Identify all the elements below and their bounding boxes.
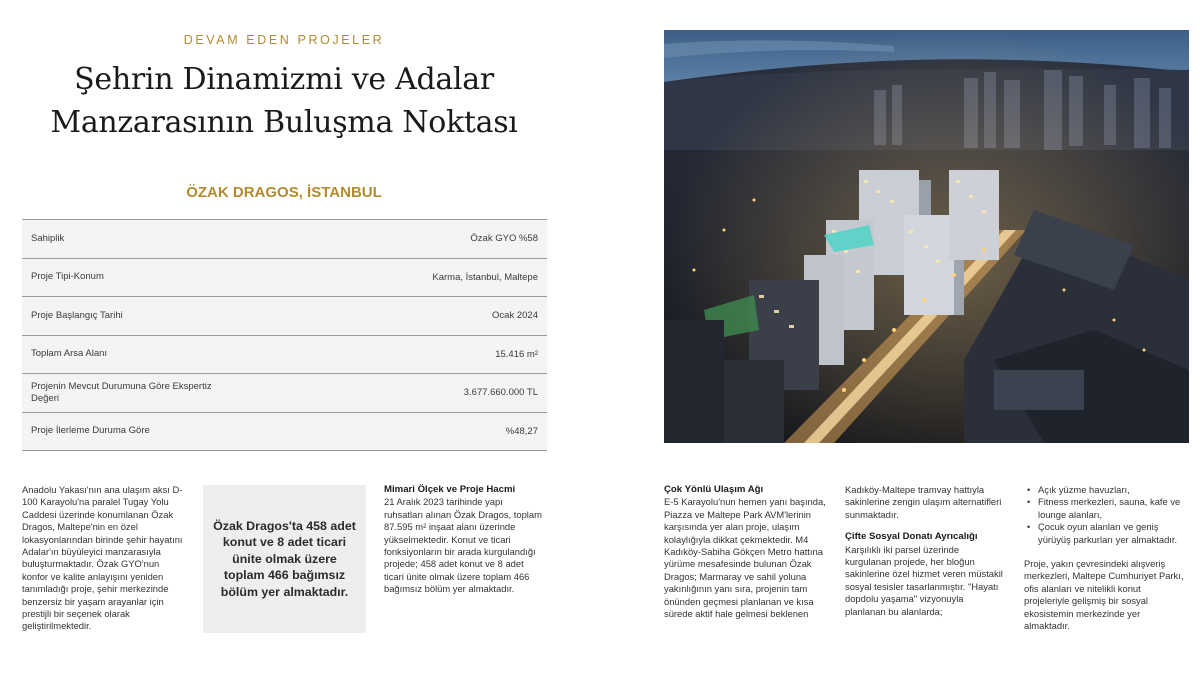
row-label: Sahiplik bbox=[31, 232, 65, 244]
row-label: Toplam Arsa Alanı bbox=[31, 348, 108, 360]
table-row bbox=[22, 220, 547, 259]
night-city-aerial-photo bbox=[664, 30, 1189, 443]
social-section bbox=[845, 484, 1005, 618]
row-label: Projenin Mevcut Durumuna Göre Ekspertiz Değeri bbox=[31, 380, 212, 404]
row-label: Proje Tipi-Konum bbox=[31, 271, 104, 283]
title-line-1: Şehrin Dinamizmi ve Adalar bbox=[74, 62, 494, 97]
table-row bbox=[22, 297, 547, 336]
page-title bbox=[0, 58, 568, 144]
social-heading: Çifte Sosyal Donatı Ayrıcalığı bbox=[845, 531, 978, 543]
project-info-table bbox=[22, 219, 547, 451]
section-kicker: DEVAM EDEN PROJELER bbox=[183, 33, 385, 47]
table-row bbox=[22, 336, 547, 375]
list-item: • Fitness merkezleri, sauna, kafe ve lounge alanları, bbox=[1024, 496, 1184, 521]
row-value: 15.416 m² bbox=[495, 348, 538, 360]
title-line-2: Manzarasının Buluşma Noktası bbox=[50, 105, 518, 140]
social-text: Karşılıklı iki parsel üzerinde kurgulanan projede, her bloğun sakinlerine özel hizmet veren müstakil sosyal tesisler tasarlanmıştır. "Hayatı dopdolu yaşama" vizyonuyla planlanan bu alanlarda; bbox=[845, 543, 1003, 617]
row-value: Karma, İstanbul, Maltepe bbox=[432, 271, 538, 283]
tram-text: Kadıköy-Maltepe tramvay hattıyla sakinlerine zengin ulaşım alternatifleri sunmaktadır. bbox=[845, 484, 1002, 520]
intro-text: Anadolu Yakası'nın ana ulaşım aksı D-100 Karayolu'na paralel Tugay Yolu Caddesi üzerinde konumlanan Özak Dragos, Maltepe'nin en özel lokasyonlarından birinde şehir hayatını Adalar'ın büyüleyici manzarasıyla buluşturmaktadır. Özak GYO'nun konfor ve kalite anlayışını yeniden tanımladığı proje, şehir merkezinde benzersiz bir yaşam arayanlar için prestijli bir seçenek olarak geliştirilmektedir. bbox=[22, 484, 183, 632]
row-label: Proje Başlangıç Tarihi bbox=[31, 309, 123, 321]
highlight-callout bbox=[203, 485, 366, 633]
architecture-section bbox=[384, 484, 544, 596]
row-label: Proje İlerleme Duruma Göre bbox=[31, 425, 150, 437]
transport-heading: Çok Yönlü Ulaşım Ağı bbox=[664, 484, 764, 495]
transport-section bbox=[664, 484, 829, 620]
transport-text: E-5 Karayolu'nun hemen yanı başında, Piazza ve Maltepe Park AVM'lerinin karşısında yer alan proje, ulaşım kolaylığıyla dikkat çekmektedir. M4 Kadıköy-Sabiha Gökçen Metro hattına yürüme mesafesinde bulunan Özak Dragos; Marmaray ve sahil yoluna yakınlığının yanı sıra, projenin tam önünden geçmesi planlanan ve kısa sürede aktif hale gelmesi beklenen bbox=[664, 496, 826, 620]
list-item: • Çocuk oyun alanları ve geniş yürüyüş parkurları yer almaktadır. bbox=[1024, 521, 1184, 546]
row-value: %48,27 bbox=[505, 425, 538, 437]
architecture-heading: Mimari Ölçek ve Proje Hacmi bbox=[384, 484, 516, 495]
row-value: Özak GYO %58 bbox=[470, 233, 538, 245]
ecosystem-text: Proje, yakın çevresindeki alışveriş merkezleri, Maltepe Cumhuriyet Parkı, ofis alanları ve nitelikli konut projeleriyle gelişmiş bir sosyal ekosistemin merkezinde yer almaktadır. bbox=[1024, 558, 1184, 632]
table-row bbox=[22, 259, 547, 298]
intro-paragraph bbox=[22, 484, 187, 633]
architecture-text: 21 Aralık 2023 tarihinde yapı ruhsatları alınan Özak Dragos, toplam 87.595 m² inşaat alanı üzerinde yükselmektedir. Konut ve ticari fonksiyonların bir arada kurgulandığı projede; 458 adet konut ve 8 adet ticari ünite olmak üzere toplam 466 bağımsız bölüm yer almaktadır. bbox=[384, 496, 542, 595]
amenities-list bbox=[1024, 484, 1184, 546]
table-row bbox=[22, 374, 547, 413]
amenities-section bbox=[1024, 484, 1184, 632]
row-value: 3.677.660.000 TL bbox=[463, 387, 538, 399]
callout-text: Özak Dragos'ta 458 adet konut ve 8 adet ticari ünite olmak üzere toplam 466 bağımsız bölüm yer almaktadır. bbox=[213, 518, 356, 599]
list-item: • Açık yüzme havuzları, bbox=[1024, 484, 1184, 496]
table-row bbox=[22, 413, 547, 452]
row-value: Ocak 2024 bbox=[492, 310, 538, 322]
project-name: ÖZAK DRAGOS, İSTANBUL bbox=[186, 184, 382, 201]
